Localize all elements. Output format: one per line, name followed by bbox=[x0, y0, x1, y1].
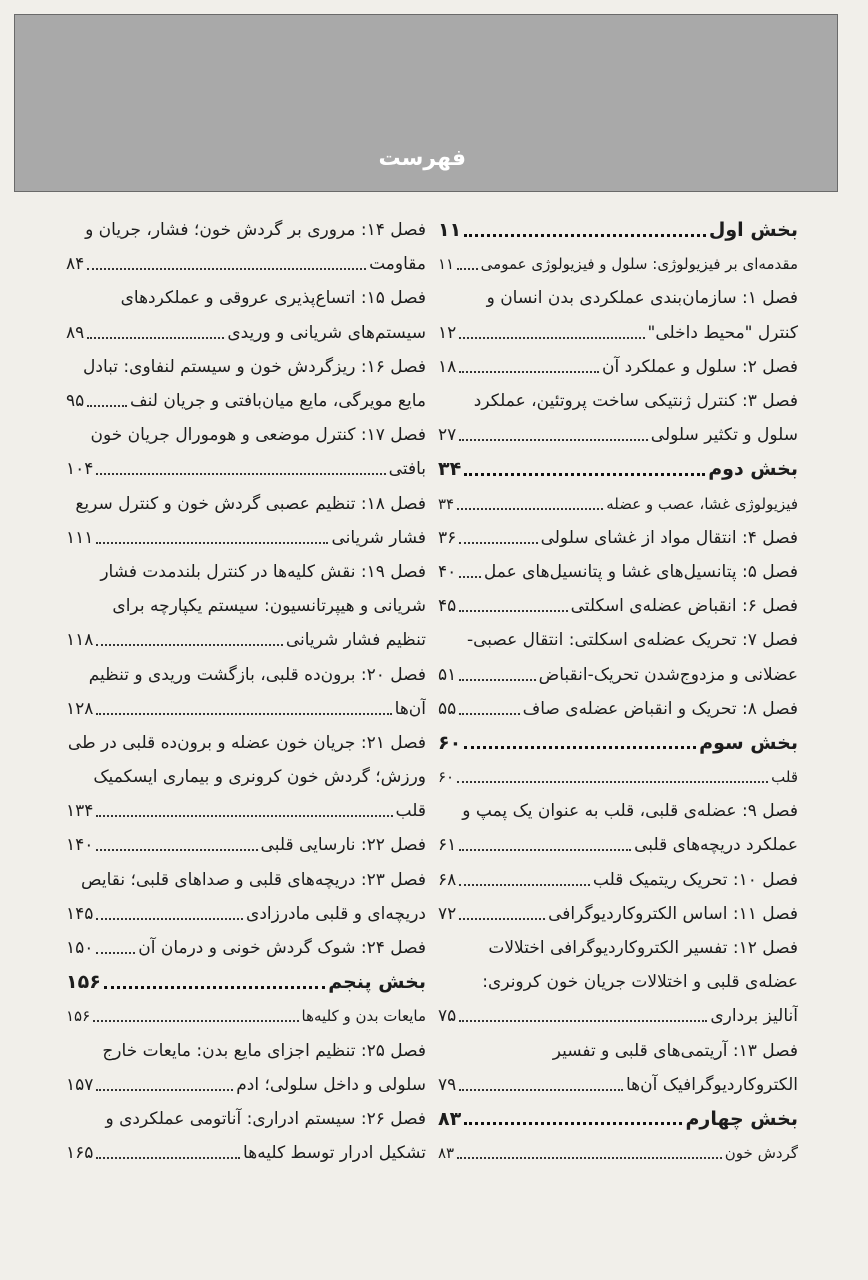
toc-page-number: ۷۵ bbox=[438, 1006, 457, 1027]
toc-entry[interactable] bbox=[66, 794, 426, 828]
dot-leader bbox=[464, 746, 696, 749]
toc-entry-title: الکتروکاردیوگرافیک آن‌ها bbox=[625, 1074, 798, 1095]
toc-entry[interactable] bbox=[438, 897, 798, 931]
dot-leader bbox=[464, 1122, 682, 1125]
toc-entry-title: فصل ۱۱: اساس الکتروکاردیوگرافی bbox=[548, 903, 798, 924]
dot-leader bbox=[459, 439, 648, 441]
toc-page-number: ۸۴ bbox=[66, 254, 85, 275]
toc-entry-title: عضلانی و مزدوج‌شدن تحریک-انقباض bbox=[538, 664, 798, 685]
toc-entry[interactable] bbox=[66, 521, 426, 555]
toc-entry bbox=[438, 1034, 798, 1068]
dot-leader bbox=[96, 713, 391, 715]
dot-leader bbox=[93, 1020, 298, 1022]
toc-entry[interactable] bbox=[438, 828, 798, 862]
toc-entry[interactable] bbox=[438, 692, 798, 726]
dot-leader bbox=[464, 234, 706, 237]
toc-page-number: ۷۹ bbox=[438, 1074, 457, 1095]
toc-entry-title: بخش دوم bbox=[708, 458, 798, 481]
dot-leader bbox=[96, 473, 385, 475]
toc-entry bbox=[66, 589, 426, 623]
dot-leader bbox=[459, 679, 535, 681]
dot-leader bbox=[457, 268, 478, 270]
toc-entry bbox=[66, 1034, 426, 1068]
toc-page-number: ۴۵ bbox=[438, 596, 457, 617]
toc-entry-title: مقاومت bbox=[369, 254, 426, 275]
toc-page-number: ۶۸ bbox=[438, 869, 457, 890]
toc-page-number: ۲۷ bbox=[438, 425, 457, 446]
toc-entry-title: آن‌ها bbox=[394, 698, 426, 719]
dot-leader bbox=[459, 713, 519, 715]
toc-page-number: ۱۱۱ bbox=[66, 527, 94, 548]
toc-page-number: ۳۴ bbox=[438, 458, 462, 481]
toc-page-number: ۱۱ bbox=[438, 255, 455, 274]
toc-page-number: ۷۲ bbox=[438, 903, 457, 924]
toc-entry[interactable] bbox=[438, 760, 798, 794]
toc-page-number: ۵۱ bbox=[438, 664, 457, 685]
toc-entry-title: مقدمه‌ای بر فیزیولوژی: سلول و فیزیولوژی عمومی bbox=[480, 255, 798, 274]
toc-entry-title: سلولی و داخل سلولی؛ ادم bbox=[236, 1074, 426, 1095]
dot-leader bbox=[96, 849, 257, 851]
toc-section-heading[interactable] bbox=[66, 965, 426, 999]
toc-entry[interactable] bbox=[438, 1136, 798, 1170]
toc-entry-title: دریچه‌ای و قلبی مادرزادی bbox=[246, 903, 426, 924]
toc-entry[interactable] bbox=[438, 589, 798, 623]
toc-entry[interactable] bbox=[66, 1068, 426, 1102]
dot-leader bbox=[457, 781, 768, 783]
toc-entry[interactable] bbox=[438, 487, 798, 521]
toc-entry[interactable] bbox=[438, 316, 798, 350]
toc-page-number: ۸۹ bbox=[66, 322, 85, 343]
dot-leader bbox=[459, 576, 481, 578]
dot-leader bbox=[457, 508, 603, 510]
dot-leader bbox=[96, 815, 392, 817]
toc-entry bbox=[66, 760, 426, 794]
toc-entry-title: بخش سوم bbox=[699, 731, 798, 754]
toc-entry[interactable] bbox=[438, 350, 798, 384]
toc-entry-title: فشار شریانی bbox=[331, 527, 426, 548]
toc-page-number: ۱۲۸ bbox=[66, 698, 94, 719]
dot-leader bbox=[464, 473, 705, 476]
dot-leader bbox=[459, 1020, 707, 1022]
toc-entry-title: مایعات بدن و کلیه‌ها bbox=[301, 1007, 426, 1026]
toc-entry bbox=[66, 863, 426, 897]
toc-entry-title: فصل ۸: تحریک و انقباض عضله‌ی صاف bbox=[522, 698, 798, 719]
toc-entry-title: فصل ۱۷: کنترل موضعی و هومورال جریان خون bbox=[90, 425, 426, 446]
toc-entry-title: فصل ۱۶: ریزگردش خون و سیستم لنفاوی: تبادل bbox=[83, 356, 426, 377]
toc-entry-title: فصل ۱۹: نقش کلیه‌ها در کنترل بلندمدت فشار bbox=[100, 561, 426, 582]
toc-entry-title: فصل ۲: سلول و عملکرد آن bbox=[601, 356, 798, 377]
toc-entry bbox=[66, 418, 426, 452]
dot-leader bbox=[96, 918, 243, 920]
dot-leader bbox=[459, 884, 590, 886]
toc-entry-title: فصل ۱۵: اتساع‌پذیری عروقی و عملکردهای bbox=[120, 288, 426, 309]
toc-entry bbox=[66, 1102, 426, 1136]
toc-entry-title: عملکرد دریچه‌های قلبی bbox=[634, 835, 798, 856]
toc-entry[interactable] bbox=[438, 555, 798, 589]
toc-entry-title: فیزیولوژی غشا، عصب و عضله bbox=[606, 494, 798, 513]
toc-entry bbox=[438, 965, 798, 999]
toc-entry-title: مایع مویرگی، مایع میان‌بافتی و جریان لنف bbox=[130, 391, 426, 412]
toc-page-number: ۹۵ bbox=[66, 391, 85, 412]
dot-leader bbox=[459, 1089, 623, 1091]
toc-column-right bbox=[438, 213, 798, 1170]
toc-page-number: ۱۸ bbox=[438, 356, 457, 377]
toc-entry bbox=[66, 281, 426, 315]
toc-section-heading[interactable] bbox=[438, 726, 798, 760]
toc-entry[interactable] bbox=[66, 316, 426, 350]
toc-page-number: ۱۱۸ bbox=[66, 630, 94, 651]
toc-entry-title: بخش اول bbox=[708, 219, 798, 242]
dot-leader bbox=[87, 405, 127, 407]
toc-page-number: ۱۲ bbox=[438, 322, 457, 343]
toc-page-number: ۱۴۵ bbox=[66, 903, 94, 924]
toc-entry bbox=[66, 555, 426, 589]
toc-page-number: ۱۵۶ bbox=[66, 971, 101, 994]
toc-entry-title: تشکیل ادرار توسط کلیه‌ها bbox=[243, 1143, 426, 1164]
toc-page-number: ۶۰ bbox=[438, 731, 462, 754]
toc-entry-title: فصل ۶: انقباض عضله‌ی اسکلتی bbox=[570, 596, 798, 617]
toc-entry[interactable] bbox=[66, 384, 426, 418]
toc-entry-title: تنظیم فشار شریانی bbox=[285, 630, 426, 651]
toc-entry-title: فصل ۱۲: تفسیر الکتروکاردیوگرافی اختلالات bbox=[488, 938, 798, 959]
toc-entry-title: فصل ۲۴: شوک گردش خونی و درمان آن bbox=[138, 938, 426, 959]
dot-leader bbox=[459, 610, 567, 612]
dot-leader bbox=[96, 542, 328, 544]
toc-entry-title: فصل ۲۶: سیستم ادراری: آناتومی عملکردی و bbox=[105, 1108, 426, 1129]
toc-entry-title: فصل ۲۵: تنظیم اجزای مایع بدن: مایعات خارج bbox=[102, 1040, 426, 1061]
dot-leader bbox=[457, 1157, 722, 1159]
toc-entry-title: فصل ۱۳: آریتمی‌های قلبی و تفسیر bbox=[552, 1040, 798, 1061]
toc-entry[interactable] bbox=[438, 521, 798, 555]
toc-page-number: ۳۶ bbox=[438, 527, 457, 548]
toc-entry-title: فصل ۴: انتقال مواد از غشای سلولی bbox=[540, 527, 798, 548]
toc-page-number: ۴۰ bbox=[438, 561, 457, 582]
toc-entry bbox=[66, 657, 426, 691]
toc-entry-title: فصل ۹: عضله‌ی قلبی، قلب به عنوان یک پمپ و bbox=[462, 801, 798, 822]
toc-entry bbox=[66, 487, 426, 521]
toc-section-heading[interactable] bbox=[438, 452, 798, 486]
toc-entry[interactable] bbox=[438, 863, 798, 897]
dot-leader bbox=[96, 644, 282, 646]
toc-entry[interactable] bbox=[438, 999, 798, 1033]
toc-entry-title: فصل ۱۴: مروری بر گردش خون؛ فشار، جریان و bbox=[85, 220, 426, 241]
dot-leader bbox=[96, 1089, 233, 1091]
toc-entry-title: فصل ۱: سازمان‌بندی عملکردی بدن انسان و bbox=[486, 288, 798, 309]
toc-entry[interactable] bbox=[66, 897, 426, 931]
toc-entry-title: قلب bbox=[395, 801, 426, 822]
toc-page-number: ۱۵۷ bbox=[66, 1074, 94, 1095]
toc-entry[interactable] bbox=[438, 247, 798, 281]
dot-leader bbox=[104, 986, 325, 989]
toc-entry-title: فصل ۲۳: دریچه‌های قلبی و صداهای قلبی؛ نقایص bbox=[81, 869, 426, 890]
toc-entry-title: بخش پنجم bbox=[328, 971, 426, 994]
dot-leader bbox=[459, 918, 545, 920]
dot-leader bbox=[459, 337, 644, 339]
toc-entry-title: گردش خون bbox=[724, 1144, 798, 1163]
toc-entry[interactable] bbox=[438, 657, 798, 691]
toc-entry bbox=[438, 384, 798, 418]
toc-entry[interactable] bbox=[438, 1068, 798, 1102]
toc-column-left bbox=[66, 213, 426, 1170]
toc-entry[interactable] bbox=[66, 828, 426, 862]
page-title: فهرست bbox=[378, 146, 466, 171]
toc-entry[interactable] bbox=[438, 418, 798, 452]
toc-entry[interactable] bbox=[66, 623, 426, 657]
toc-entry-title: فصل ۳: کنترل ژنتیکی ساخت پروتئین، عملکرد bbox=[473, 391, 798, 412]
toc-entry[interactable] bbox=[66, 999, 426, 1033]
toc-entry-title: آنالیز برداری bbox=[710, 1006, 798, 1027]
toc-section-heading[interactable] bbox=[438, 213, 798, 247]
toc-entry[interactable] bbox=[66, 247, 426, 281]
toc-entry-title: فصل ۲۱: جریان خون عضله و برون‌ده قلبی در طی bbox=[67, 732, 426, 753]
toc-page-number: ۵۵ bbox=[438, 698, 457, 719]
toc-page-number: ۱۵۶ bbox=[66, 1007, 91, 1026]
toc-page-number: ۱۶۵ bbox=[66, 1143, 94, 1164]
toc-entry[interactable] bbox=[66, 452, 426, 486]
toc-entry-title: فصل ۲۲: نارسایی قلبی bbox=[260, 835, 426, 856]
toc-page-number: ۱۴۰ bbox=[66, 835, 94, 856]
toc-entry-title: شریانی و هیپرتانسیون: سیستم یکپارچه برای bbox=[112, 596, 426, 617]
toc-entry-title: کنترل "محیط داخلی" bbox=[647, 322, 798, 343]
dot-leader bbox=[87, 268, 366, 270]
toc-page-number: ۸۳ bbox=[438, 1107, 462, 1130]
toc-entry[interactable] bbox=[66, 1136, 426, 1170]
toc-page-number: ۶۰ bbox=[438, 768, 455, 787]
toc-entry-title: سلول و تکثیر سلولی bbox=[650, 425, 798, 446]
toc-entry-title: فصل ۱۸: تنظیم عصبی گردش خون و کنترل سریع bbox=[75, 493, 426, 514]
toc-entry bbox=[438, 623, 798, 657]
toc-entry-title: بافتی bbox=[388, 459, 426, 480]
toc-page-number: ۱۵۰ bbox=[66, 938, 94, 959]
dot-leader bbox=[87, 337, 224, 339]
toc-page-number: ۱۳۴ bbox=[66, 801, 94, 822]
toc-entry bbox=[66, 213, 426, 247]
toc-entry-title: فصل ۷: تحریک عضله‌ی اسکلتی: انتقال عصبی- bbox=[466, 630, 798, 651]
toc-entry-title: فصل ۵: پتانسیل‌های غشا و پتانسیل‌های عمل bbox=[483, 561, 798, 582]
dot-leader bbox=[96, 952, 135, 954]
toc-entry[interactable] bbox=[66, 692, 426, 726]
dot-leader bbox=[96, 1157, 240, 1159]
toc-entry bbox=[438, 931, 798, 965]
toc-entry bbox=[66, 350, 426, 384]
toc-page-number: ۶۱ bbox=[438, 835, 457, 856]
toc-entry-title: فصل ۲۰: برون‌ده قلبی، بازگشت وریدی و تنظیم bbox=[88, 664, 426, 685]
toc-entry-title: سیستم‌های شریانی و وریدی bbox=[227, 322, 426, 343]
dot-leader bbox=[459, 371, 599, 373]
toc-entry-title: عضله‌ی قلبی و اختلالات جریان خون کرونری: bbox=[482, 972, 798, 993]
toc-page-number: ۱۰۴ bbox=[66, 459, 94, 480]
toc-page-number: ۱۱ bbox=[438, 219, 462, 242]
toc-entry-title: قلب bbox=[771, 768, 798, 787]
toc-page-number: ۸۳ bbox=[438, 1144, 455, 1163]
toc-entry-title: ورزش؛ گردش خون کرونری و بیماری ایسکمیک bbox=[93, 767, 426, 788]
toc-entry-title: بخش چهارم bbox=[685, 1107, 798, 1130]
toc-section-heading[interactable] bbox=[438, 1102, 798, 1136]
toc-entry bbox=[66, 726, 426, 760]
dot-leader bbox=[459, 542, 537, 544]
toc-entry bbox=[438, 794, 798, 828]
toc-entry-title: فصل ۱۰: تحریک ریتمیک قلب bbox=[592, 869, 798, 890]
toc-page-number: ۳۴ bbox=[438, 494, 455, 513]
toc-entry[interactable] bbox=[66, 931, 426, 965]
dot-leader bbox=[459, 849, 631, 851]
toc-entry bbox=[438, 281, 798, 315]
